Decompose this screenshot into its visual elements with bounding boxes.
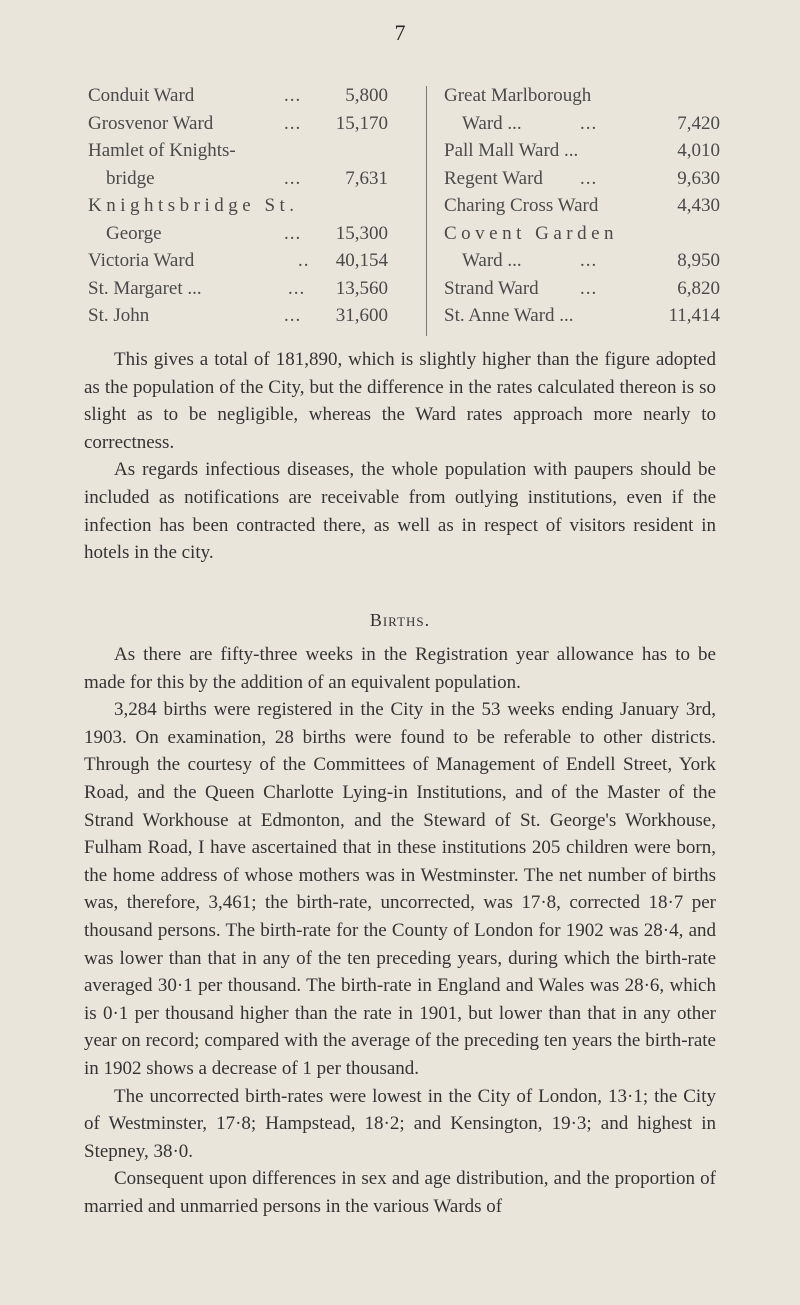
ward-row (444, 110, 720, 138)
ward-population: 15,170 (335, 112, 388, 134)
ward-population: 7,631 (345, 167, 388, 189)
ward-name: St. John (88, 305, 150, 326)
births-section (84, 641, 716, 1220)
ward-population: 5,800 (345, 85, 388, 106)
ward-row (88, 137, 388, 165)
ward-population: 7,420 (677, 112, 720, 134)
ward-name: St. Margaret ... (88, 277, 202, 299)
paragraph: This gives a total of 181,890, which is slightly higher than the figure adopted as the population of the City, but the difference in the rates calculated thereon is so slight as to be negligible, whereas the Ward rates approach more nearly to correctness. (84, 349, 716, 453)
ward-row (444, 192, 720, 220)
ward-row (444, 302, 720, 330)
ward-row (88, 192, 388, 220)
ward-name-continued: Ward ... (462, 112, 522, 134)
leader-dots: ... (284, 85, 302, 106)
population-note (84, 346, 716, 567)
ward-population: 9,630 (677, 167, 720, 189)
leader-dots: ... (580, 112, 598, 134)
ward-row (88, 82, 388, 110)
ward-column-left (88, 82, 388, 330)
ward-name: Hamlet of Knights- (88, 140, 236, 161)
ward-row (88, 110, 388, 138)
ward-name: Pall Mall Ward ... (444, 140, 579, 161)
ward-name: Strand Ward (444, 277, 539, 299)
ward-row (88, 275, 388, 303)
ward-row (444, 220, 720, 248)
leader-dots: ... (288, 277, 306, 299)
ward-row (444, 247, 720, 275)
ward-row (444, 137, 720, 165)
ward-name: Grosvenor Ward (88, 112, 214, 134)
paragraph: As there are fifty-three weeks in the Registration year allowance has to be made for this by the addition of an equivalent population. (84, 644, 716, 693)
ward-population: 31,600 (335, 305, 388, 326)
ward-name-continued: George (106, 222, 162, 244)
ward-name: Covent Garden (444, 222, 619, 244)
paragraph: Consequent upon differences in sex and age distribution, and the proportion of married and unmarried persons in the various Wards of (84, 1168, 716, 1217)
ward-name: Charing Cross Ward (444, 195, 599, 216)
ward-population: 4,430 (677, 195, 720, 216)
ward-row (88, 247, 388, 275)
leader-dots: ... (284, 112, 302, 134)
ward-population: 11,414 (668, 305, 720, 326)
leader-dots: ... (284, 222, 302, 244)
leader-dots: ... (284, 167, 302, 189)
page-number: 7 (394, 20, 406, 45)
ward-population: 40,154 (335, 250, 388, 271)
paragraph: The uncorrected birth-rates were lowest in the City of London, 13·1; the City of Westminster, 17·8; Hampstead, 18·2; and Kensington, 19·3; and highest in Stepney, 38·0. (84, 1085, 716, 1162)
paragraph: 3,284 births were registered in the City in the 53 weeks ending January 3rd, 1903. On examination, 28 births were found to be referable to other districts. Through the courtesy of the Committees of Management of Endell Street, York Road, and the Queen Charlotte Lying-in Institutions, and of the Master of the Strand Workhouse at Edmonton, and the Steward of St. George's Workhouse, Fulham Road, I have ascertained that in these institutions 205 children were born, the home address of whose mothers was in Westminster. The net number of births was, therefore, 3,461; the birth-rate, uncorrected, was 17·8, corrected 18·7 per thousand persons. The birth-rate for the County of London for 1902 was 28·4, and was lower than that in any of the ten preceding years, during which the birth-rate averaged 30·1 per thousand. The birth-rate in England and Wales was 28·6, which is 0·1 per thousand higher than the rate in 1901, but lower than that in any other year on record; compared with the average of the preceding ten years the birth-rate in 1902 shows a decrease of 1 per thousand. (84, 699, 716, 1079)
section-heading-births: Births. (369, 610, 431, 630)
leader-dots: .. (298, 250, 310, 271)
column-divider (426, 86, 427, 336)
ward-row (88, 165, 388, 193)
ward-name: Great Marlborough (444, 85, 592, 106)
ward-name: Conduit Ward (88, 85, 195, 106)
leader-dots: ... (580, 250, 598, 271)
ward-population: 8,950 (677, 250, 720, 271)
ward-name: Victoria Ward (88, 250, 195, 271)
ward-population: 6,820 (677, 277, 720, 299)
ward-row (444, 165, 720, 193)
ward-column-right (444, 82, 720, 330)
ward-population: 13,560 (335, 277, 388, 299)
ward-row (444, 82, 720, 110)
ward-name-continued: bridge (106, 167, 155, 189)
ward-row (88, 302, 388, 330)
leader-dots: ... (284, 305, 302, 326)
ward-name: Knightsbridge St. (88, 195, 299, 216)
ward-row (444, 275, 720, 303)
ward-name: St. Anne Ward ... (444, 305, 574, 326)
leader-dots: ... (580, 277, 598, 299)
paragraph: As regards infectious diseases, the whole population with paupers should be included as notifications are receivable from outlying institutions, even if the infection has been contracted there, as well as in respect of visitors resident in hotels in the city. (84, 459, 716, 564)
ward-population: 15,300 (335, 222, 388, 244)
ward-population: 4,010 (677, 140, 720, 161)
ward-name: Regent Ward (444, 167, 543, 189)
ward-row (88, 220, 388, 248)
ward-name-continued: Ward ... (462, 250, 522, 271)
leader-dots: ... (580, 167, 598, 189)
